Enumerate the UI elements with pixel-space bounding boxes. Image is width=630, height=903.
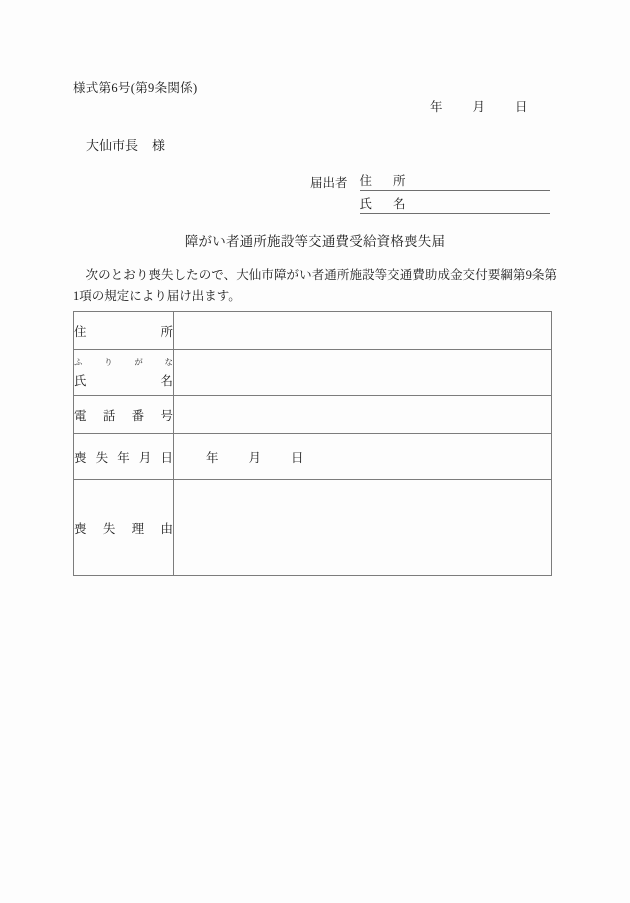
page-title: 障がい者通所施設等交通費受給資格喪失届 (184, 234, 446, 249)
issue-date-day: 日 (515, 100, 528, 114)
submitter-name-input[interactable] (406, 198, 550, 212)
table-row-name (74, 350, 552, 396)
loss-date-month: 月 (248, 450, 262, 465)
loss-date-line (174, 451, 304, 465)
submitter-name-caption: 氏 名 (359, 197, 406, 211)
submitter-address-input[interactable] (406, 175, 550, 189)
table-row-loss-date (74, 434, 552, 480)
label-cell-address (74, 312, 174, 350)
value-cell-loss-reason[interactable] (174, 480, 552, 576)
label-cell-loss-reason (74, 480, 174, 576)
issue-date-year: 年 (430, 100, 443, 114)
submitter-address-row (360, 171, 550, 191)
value-cell-address[interactable] (174, 312, 552, 350)
addressee (86, 135, 165, 154)
table-row-address (74, 312, 552, 350)
submitter-name-row (360, 194, 550, 214)
value-cell-telephone[interactable] (174, 396, 552, 434)
label-cell-name (74, 350, 174, 396)
submitter-fields (360, 171, 550, 214)
body-paragraph: 次のとおり喪失したので、大仙市障がい者通所施設等交通費助成金交付要綱第9条第1項の規定により届け出ます。 (73, 268, 557, 303)
table-row-telephone (74, 396, 552, 434)
loss-date-year: 年 (206, 450, 219, 465)
table-row-loss-reason (74, 480, 552, 576)
label-loss-reason: 喪 失 理 由 (74, 521, 173, 536)
application-table (73, 311, 552, 576)
addressee-honorific: 様 (152, 138, 166, 153)
label-cell-telephone (74, 396, 174, 434)
submitter-block (310, 171, 550, 214)
issue-date-line (430, 97, 528, 115)
value-cell-loss-date[interactable] (174, 434, 552, 480)
issue-date-month: 月 (472, 100, 486, 114)
label-address: 住 所 (74, 324, 173, 339)
form-number: 様式第6号(第9条関係) (73, 81, 198, 95)
label-furigana: ふ り が な (74, 357, 173, 367)
label-loss-date: 喪 失 年 月 日 (74, 450, 173, 465)
label-telephone: 電 話 番 号 (74, 408, 173, 423)
submitter-address-caption: 住 所 (359, 174, 406, 188)
loss-date-day: 日 (291, 450, 304, 465)
addressee-name: 大仙市長 (86, 138, 139, 153)
submitter-label: 届出者 (310, 176, 348, 190)
value-cell-name[interactable] (174, 350, 552, 396)
label-cell-loss-date (74, 434, 174, 480)
label-name: 氏 名 (74, 374, 173, 388)
